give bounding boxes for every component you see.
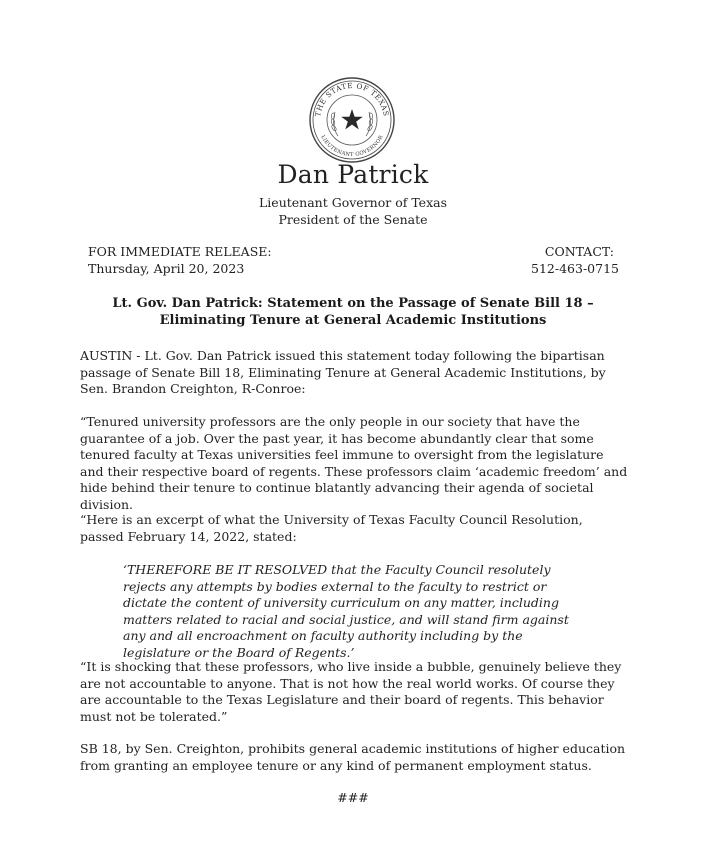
olive-branch-left-icon	[331, 112, 338, 136]
statement-paragraph-3: “It is shocking that these professors, who live inside a bubble, genuinely believe they are not accountable to anyone. That is not how the real world works. Of course they are accountable to the Texas Legislature and their board of regents. This behavior must not be tolerated.”	[80, 659, 622, 724]
star-icon	[341, 109, 363, 129]
seal-bottom-text: LIEUTENANT GOVERNOR	[319, 134, 385, 159]
press-release-headline: Lt. Gov. Dan Patrick: Statement on the Passage of Senate Bill 18 – Eliminating Tenure at General Academic Institutions	[112, 296, 594, 328]
official-name: Dan Patrick	[277, 160, 429, 189]
contact-phone: 512-463-0715	[531, 261, 619, 276]
contact-label: CONTACT:	[544, 244, 614, 259]
official-subtitle: President of the Senate	[278, 212, 428, 227]
statement-paragraph-2: “Here is an excerpt of what the University of Texas Faculty Council Resolution, passed February 14, 2022, stated:	[80, 512, 583, 544]
release-label: FOR IMMEDIATE RELEASE:	[88, 244, 272, 259]
seal-top-text: THE STATE OF TEXAS	[313, 80, 391, 118]
end-mark: ###	[337, 790, 369, 805]
statement-paragraph-1: “Tenured university professors are the only people in our society that have the guarantee of a job. Over the past year, it has become abundantly clear that some tenured faculty at Texas universities feel immune to oversight from the legislature and their respective board of regents. These professors claim ‘academic freedom’ and hide behind their tenure to continue blatantly advancing their agenda of societal division.	[80, 414, 628, 512]
oak-branch-right-icon	[366, 112, 373, 136]
intro-paragraph: AUSTIN - Lt. Gov. Dan Patrick issued this statement today following the bipartisan passage of Senate Bill 18, Eliminating Tenure at General Academic Institutions, by Sen. Brandon Creighton, R-Conroe:	[80, 348, 606, 396]
lieutenant-governor-seal	[308, 76, 396, 164]
official-title: Lieutenant Governor of Texas	[259, 195, 447, 210]
release-date: Thursday, April 20, 2023	[88, 261, 245, 276]
resolution-quote: ‘THEREFORE BE IT RESOLVED that the Faculty Council resolutely rejects any attempts by bodies external to the faculty to restrict or dictate the content of university curriculum on any matter, including matters related to racial and social justice, and will stand firm against any and all encroachment on faculty authority including by the legislature or the Board of Regents.’	[123, 562, 569, 660]
bill-summary-paragraph: SB 18, by Sen. Creighton, prohibits general academic institutions of higher education from granting an employee tenure or any kind of permanent employment status.	[80, 741, 626, 773]
